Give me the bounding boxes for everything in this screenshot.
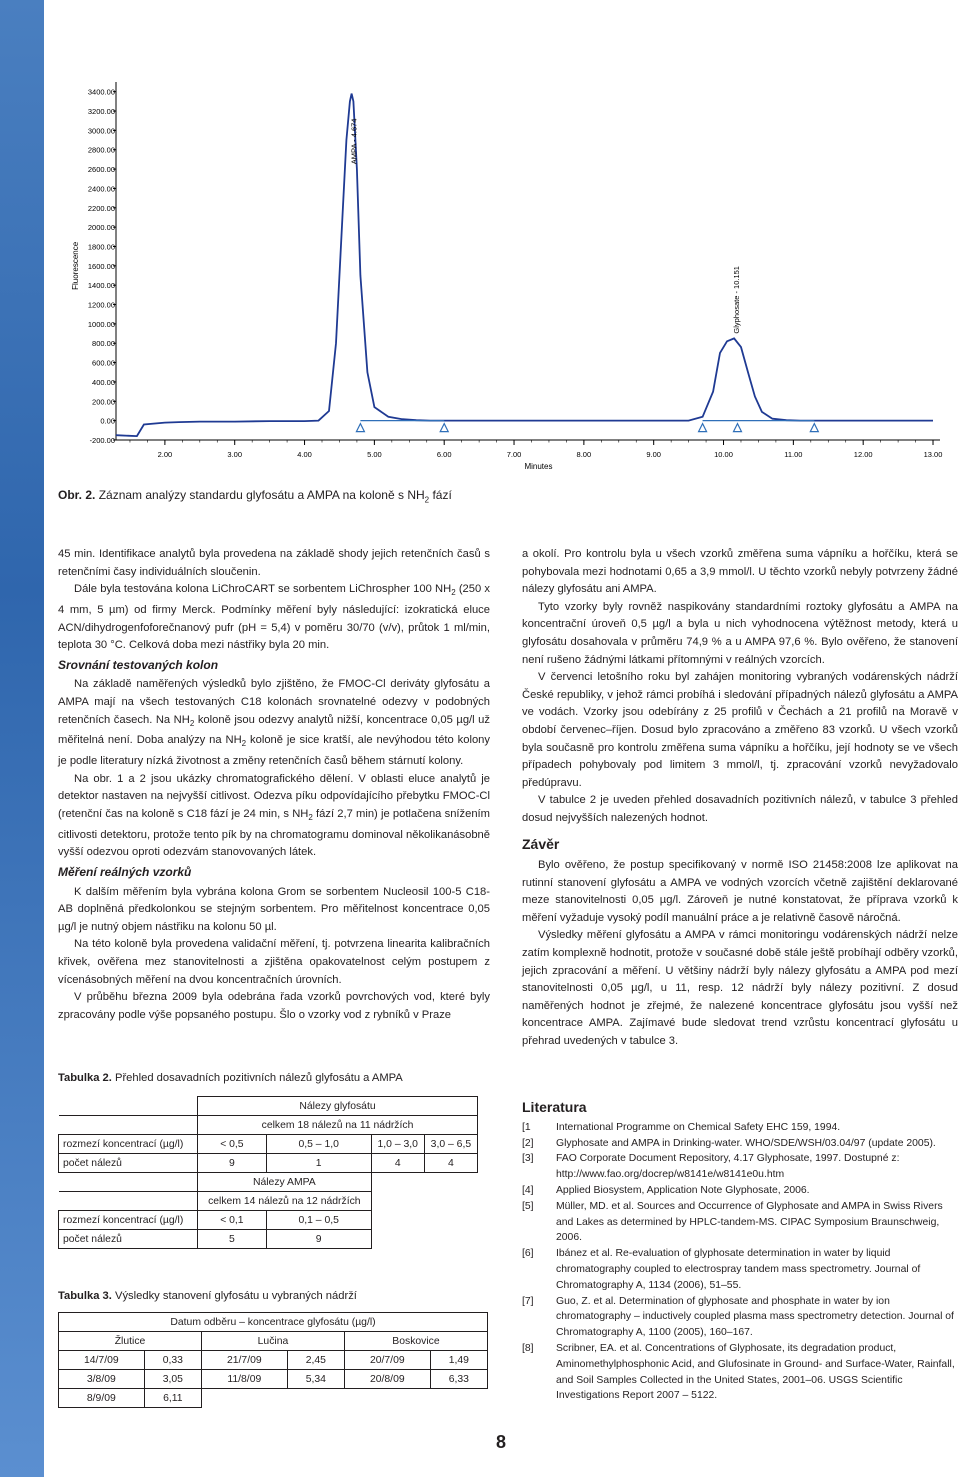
x-tick-label: 10.00 <box>714 450 733 459</box>
table2-caption: Tabulka 2. Přehled dosavadních pozitivních nálezů glyfosátu a AMPA <box>58 1072 403 1084</box>
table3-caption: Tabulka 3. Výsledky stanovení glyfosátu u vybraných nádrží <box>58 1290 357 1302</box>
series-line <box>116 94 933 437</box>
decorative-side-bar <box>0 0 44 1477</box>
table-row: 8/9/09 6,11 <box>59 1389 488 1408</box>
references <box>522 1100 960 1404</box>
table-row: počet nálezů 5 9 <box>59 1230 478 1249</box>
y-tick-label: 0.00 <box>100 416 115 426</box>
y-tick-label: 3000.00 <box>87 126 115 136</box>
reference-number: [7] <box>522 1295 534 1307</box>
reference-item <box>522 1246 960 1293</box>
reference-text: International Programme on Chemical Safety EHC 159, 1994. <box>556 1121 841 1133</box>
baseline-marker <box>440 424 448 432</box>
reference-number: [1 <box>522 1121 531 1133</box>
reference-item <box>522 1183 960 1199</box>
table-row: 14/7/09 0,33 21/7/09 2,45 20/7/09 1,49 <box>59 1351 488 1370</box>
y-tick-label: 2600.00 <box>87 165 115 175</box>
table-header: Datum odběru – koncentrace glyfosátu (µg/l) <box>59 1313 488 1332</box>
y-tick-label: 1400.00 <box>87 281 115 291</box>
reference-item <box>522 1199 960 1246</box>
baseline-marker <box>356 424 364 432</box>
reference-number: [4] <box>522 1184 534 1196</box>
y-tick-label: 2400.00 <box>87 184 115 194</box>
table-row: 3/8/09 3,05 11/8/09 5,34 20/8/09 6,33 <box>59 1370 488 1389</box>
reference-item <box>522 1341 960 1404</box>
paragraph: Dále byla testována kolona LiChroCART se sorbentem LiChrospher 100 $NH_2$ (250 x 4 mm, 5 µm) od firmy Merck. Podmínky měření byly následující: izokratická eluce ACN/dihydrogenfoforečnanový pufr (pH = 5,4) v poměru 30/70 (v/v), průtok 1 ml/min, teplota 30 °C. Celková doba mezi nástřiky byla 20 min. <box>58 583 491 652</box>
y-tick-label: 600.00 <box>92 358 115 368</box>
right-column <box>522 546 958 1051</box>
y-tick-label: 400.00 <box>92 377 115 387</box>
paragraph: 45 min. Identifikace analytů byla provedena na základě shody jejich retenčních časů s retenčními časy individuálních sloučenin. <box>58 548 490 578</box>
paragraph: Bylo ověřeno, že postup specifikovaný v normě ISO 21458:2008 lze aplikovat na rutinní stanovení glyfosátu a AMPA ve vodných vzorcích včetně zajištění deklarované meze stanovitelnosti 0,05 µg/l. Zároveň je nutné konstatovat, že příprava vzorků k měření vyžaduje vysoký podíl manuální práce a je relativně časově náročná. <box>522 859 958 924</box>
y-tick-label: 200.00 <box>92 397 115 407</box>
table2 <box>58 1096 478 1249</box>
x-tick-label: 2.00 <box>157 450 173 459</box>
reference-text: Guo, Z. et al. Determination of glyphosate and phosphate in water by ion chromatography – inductively coupled plasma mass spectrometry detection. Journal of Chromatography A, 1100 (2005), 160–167. <box>556 1295 954 1339</box>
reference-text: FAO Corporate Document Repository, 4.17 Glyphosate, 1997. Dostupné z: http://www.fao.org/docrep/w8141e/w8141e0u.htm <box>556 1153 900 1181</box>
section-heading: Měření reálných vzorků <box>58 865 192 880</box>
x-tick-label: 11.00 <box>784 450 803 459</box>
paragraph: Na této koloně byla provedena validační měření, tj. potvrzena linearita kalibračních křivek, ověřena mez stanovitelnosti a zjištěna opakovatelnost celým postupem z vícenásobných měření na dvou koncentračních úrovních. <box>58 938 490 986</box>
x-tick-label: 4.00 <box>297 450 312 459</box>
table-header: Žlutice <box>59 1332 202 1351</box>
baseline-marker <box>733 424 741 432</box>
paragraph: Tyto vzorky byly rovněž naspikovány standardními roztoky glyfosátu a AMPA na koncentrační úroveň 0,5 µg/l a byla u nich vyhodnocena výtěžnost metody, která u glyfosátu dosahovala v průměru 74,9 % a u AMPA 97,6 %. Bylo ověřeno, že stanovení není rušeno žádnými látkami přítomnými v reálných vzorcích. <box>522 600 958 666</box>
reference-item <box>522 1151 960 1183</box>
x-tick-label: 8.00 <box>576 450 592 459</box>
paragraph: K dalším měřením byla vybrána kolona Grom se sorbentem Nucleosil 100-5 C18-AB doplněná předkolonkou se stejným sorbentem. Pro měřitelnost koncentrace 0,05 µg/l je nutný objem nástřiku na kolonu 50 µl. <box>58 885 490 933</box>
paragraph: Na základě naměřených výsledků bylo zjištěno, že FMOC-Cl deriváty glyfosátu a AMPA mají na všech testovaných C18 kolonách srovnatelné odezvy v podobných retenčních časech. Na $NH_2$ koloně jsou odezvy analytů nižší, koncentrace 0,05 µg/l už měřitelná není. Doba analýzy na $NH_2$ koloně je sice kratší, ale nevýhodou této kolony je podle literatury nízká životnost a změny retenčních časů během stárnutí kolony. <box>58 678 490 768</box>
x-tick-label: 13.00 <box>923 450 943 459</box>
reference-text: Glyphosate and AMPA in Drinking-water. WHO/SDE/WSH/03.04/97 (update 2005). <box>556 1137 936 1149</box>
x-tick-label: 7.00 <box>506 450 522 459</box>
reference-text: Scribner, EA. et al. Concentrations of Glyphosate, its degradation product, Aminomethylphosphonic Acid, and Glufosinate in Ground- and Surface-Water, Rainfall, and Soil Samples Collected in the United States, 2001–06. USGS Scientific Investigations Report 2007 – 5122. <box>556 1342 955 1402</box>
table-header: Nálezy AMPA <box>198 1173 372 1192</box>
chromatogram-chart <box>60 60 960 480</box>
references-heading: Literatura <box>522 1099 587 1115</box>
left-column <box>58 546 490 1024</box>
table-header: Nálezy glyfosátu <box>198 1097 478 1116</box>
reference-item <box>522 1294 960 1341</box>
reference-text: Müller, MD. et al. Sources and Occurrence of Glyphosate and AMPA in Swiss Rivers and Lakes as determined by HPLC-tandem-MS. CIPAC Symposium Braunschweig, 2006. <box>556 1200 943 1244</box>
paragraph: Na obr. 1 a 2 jsou ukázky chromatografického dělení. V oblasti eluce analytů je detektor nastaven na nejvyšší citlivost. Odezva píku odpovídajícího přebytku FMOC-Cl (retenční čas na koloně s C18 fází je 24 min, s $NH_2$ fází 2,7 min) je potlačena snížením citlivosti detektoru, protože tento pík by na chromatogramu dominoval několikanásobně vyšší odezvou oproti odezvám stanovovaných látek. <box>58 772 490 859</box>
baseline-marker <box>810 424 818 432</box>
reference-number: [3] <box>522 1153 534 1165</box>
table-header: Lučina <box>201 1332 344 1351</box>
table-header: celkem 14 nálezů na 12 nádržích <box>198 1192 372 1211</box>
x-tick-label: 6.00 <box>436 450 452 459</box>
figure-caption: Obr. 2. Záznam analýzy standardu glyfosátu a AMPA na koloně s $NH_2$ fází <box>58 488 452 505</box>
reference-number: [8] <box>522 1342 534 1354</box>
peak-label: AMPA - 4.674 <box>349 118 359 165</box>
table-header: celkem 18 nálezů na 11 nádržích <box>198 1116 478 1135</box>
paragraph: a okolí. Pro kontrolu byla u všech vzorků změřena suma vápníku a hořčíku, která se pohybovala mezi hodnotami 0,65 a 3,9 mmol/l. U těchto vzorků nebyly potvrzeny žádné nálezy glyfosátu ani AMPA. <box>522 548 958 596</box>
paragraph: V červenci letošního roku byl zahájen monitoring vybraných vodárenských nádrží České republiky, v jehož rámci probíhá i sledování případných nálezů glyfosátu a AMPA ve vodách. Vzorky jsou odebírány z 25 profilů v Čechách a 21 profilů na Moravě v období červenec–říjen. Dosud bylo zpracováno a změřeno 83 vzorků. U všech vzorků byla současně pro kontrolu změřena suma vápníku a hořčíku, její hodnoty se ve všech případech pohybovaly pod limitem 3 mmol/l, tj. zpracování vzorků nevyžadovalo předúpravu. <box>522 671 958 789</box>
table3 <box>58 1312 488 1408</box>
y-tick-label: -200.00 <box>89 436 115 445</box>
table-row: rozmezí koncentrací (µg/l) < 0,5 0,5 – 1,0 1,0 – 3,0 3,0 – 6,5 <box>59 1135 478 1154</box>
reference-item <box>522 1120 960 1136</box>
table-row: počet nálezů 9 1 4 4 <box>59 1154 478 1173</box>
reference-number: [6] <box>522 1248 534 1260</box>
x-tick-label: 5.00 <box>367 450 382 459</box>
x-tick-label: 12.00 <box>853 450 873 459</box>
y-tick-label: 1600.00 <box>87 261 115 271</box>
y-tick-label: 2000.00 <box>87 223 115 233</box>
reference-text: Ibánez et al. Re-evaluation of glyphosate determination in water by liquid chromatography coupled to electrospray tandem mass spectrometry. Journal of Chromatography A, 1134 (2006), 51–55. <box>556 1248 921 1291</box>
table-row: rozmezí koncentrací (µg/l) < 0,1 0,1 – 0,5 <box>59 1211 478 1230</box>
x-tick-label: 9.00 <box>646 450 661 459</box>
table-header: Boskovice <box>344 1332 487 1351</box>
y-tick-label: 1200.00 <box>87 300 115 310</box>
reference-number: [5] <box>522 1200 534 1212</box>
y-tick-label: 3200.00 <box>87 107 115 117</box>
reference-text: Applied Biosystem, Application Note Glyphosate, 2006. <box>556 1184 810 1196</box>
paragraph: Výsledky měření glyfosátu a AMPA v rámci monitoringu vodárenských nádrží nelze zatím komplexně hodnotit, protože v současné době stále ještě probíhají odběry vzorků, jejich zpracování a měření. U většiny nádrží byly nálezy glyfosátu a AMPA pod mezí stanovitelnosti 0,05 µg/l, u 11, resp. 12 nádrží byly nálezy pozitivní. Z dosud naměřených hodnot je zřejmé, že nalezené koncentrace glyfosátu jsou vyšší než koncentrace AMPA. Zajímavé bude sledovat trend vzrůstu koncentrací glyfosátu u přehrad uvedených v tabulce 3. <box>522 929 958 1048</box>
y-tick-label: 2200.00 <box>87 203 115 213</box>
x-tick-label: 3.00 <box>227 450 243 459</box>
paragraph: V průběhu března 2009 byla odebrána řada vzorků povrchových vod, které byly zpracovány podle výše popsaného postupu. Šlo o vzorky vod z rybníků v Praze <box>58 991 490 1021</box>
reference-item <box>522 1136 960 1152</box>
y-tick-label: 1800.00 <box>87 242 115 252</box>
y-axis-label: Fluorescence <box>71 241 80 290</box>
paragraph: V tabulce 2 je uveden přehled dosavadních pozitivních nálezů, v tabulce 3 přehled dosud nejvyšších nalezených hodnot. <box>522 794 958 824</box>
y-tick-label: 2800.00 <box>87 145 115 155</box>
y-tick-label: 800.00 <box>92 339 115 349</box>
page-number: 8 <box>496 1432 507 1452</box>
section-heading: Srovnání testovaných kolon <box>58 657 219 672</box>
section-heading: Závěr <box>522 835 560 852</box>
y-tick-label: 1000.00 <box>87 319 115 329</box>
x-axis-label: Minutes <box>524 462 553 471</box>
baseline-marker <box>699 424 707 432</box>
y-tick-label: 3400.00 <box>87 87 115 97</box>
peak-label: Glyphosate - 10.151 <box>732 266 742 334</box>
reference-number: [2] <box>522 1137 534 1149</box>
